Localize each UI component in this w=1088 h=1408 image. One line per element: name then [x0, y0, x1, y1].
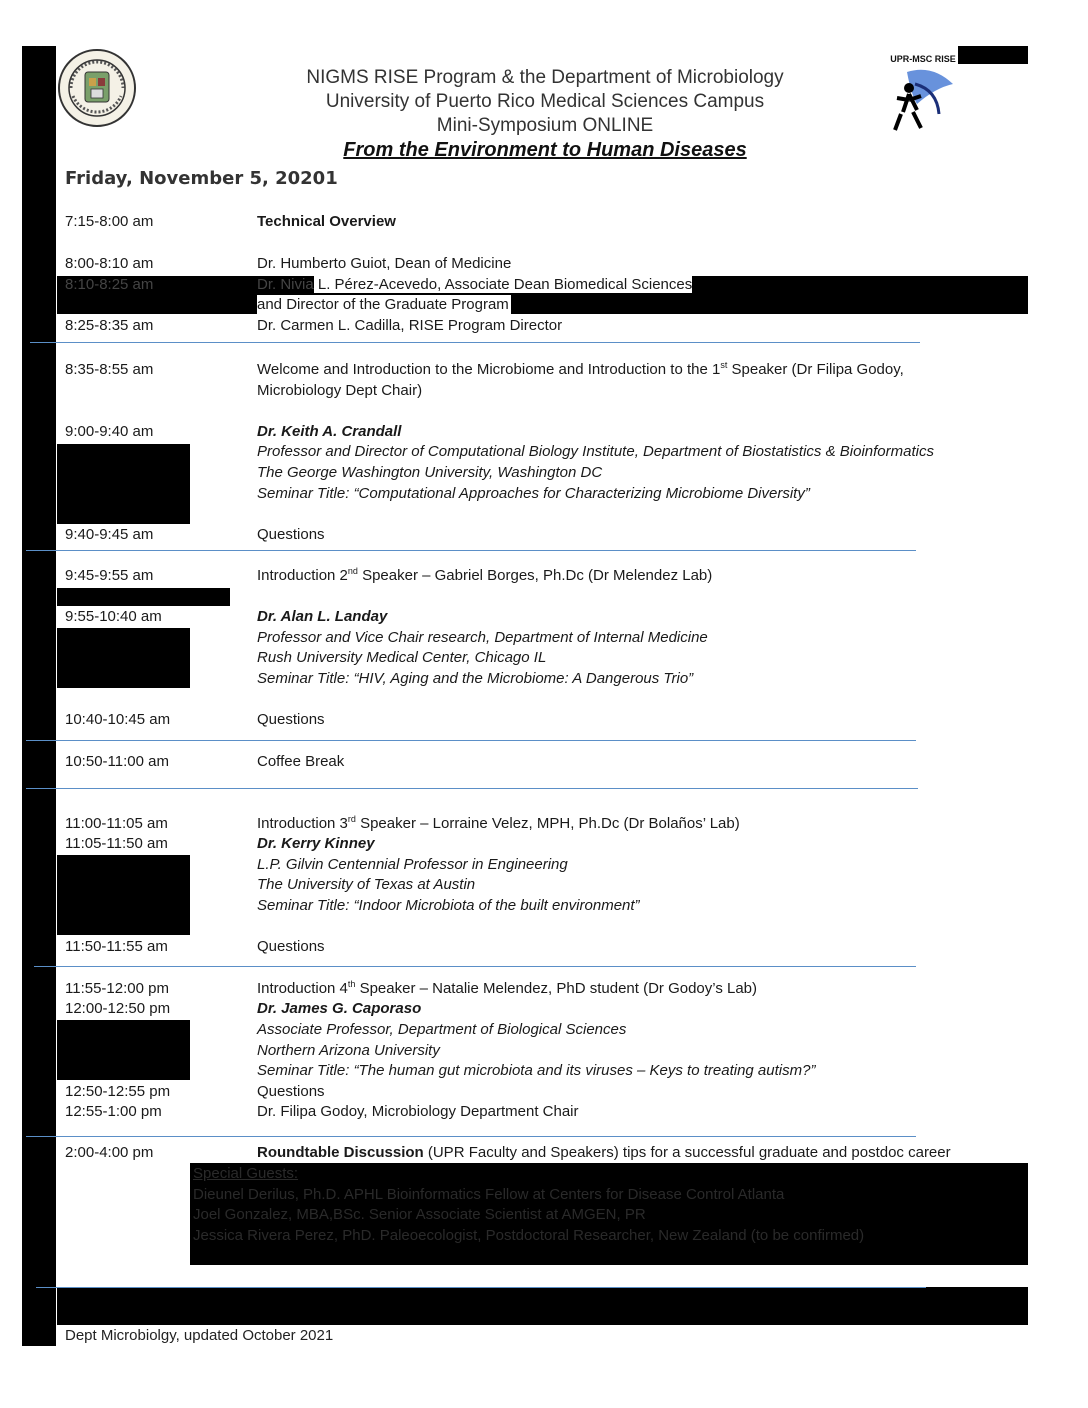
time-slot: 9:40-9:45 am	[65, 526, 154, 543]
agenda-item	[257, 979, 757, 1000]
agenda-item	[257, 814, 740, 835]
time-slot: 11:05-11:50 am	[65, 835, 168, 852]
time-slot: 11:50-11:55 am	[65, 938, 168, 955]
agenda-item	[257, 275, 692, 296]
speaker-name: Dr. Keith A. Crandall	[257, 423, 402, 440]
seminar-title: Seminar Title: “Indoor Microbiota of the built environment”	[257, 897, 640, 914]
speaker-role: Professor and Vice Chair research, Department of Internal Medicine	[257, 629, 708, 646]
time-slot: 8:10-8:25 am	[65, 276, 154, 293]
divider	[36, 1287, 926, 1288]
agenda-text: Speaker – Gabriel Borges, Ph.Dc (Dr Melendez Lab)	[357, 567, 713, 584]
speaker-affiliation: Northern Arizona University	[257, 1042, 440, 1059]
guest-item: Joel Gonzalez, MBA,BSc. Senior Associate Scientist at AMGEN, PR	[193, 1206, 646, 1223]
divider	[34, 966, 916, 967]
divider	[26, 1136, 916, 1137]
time-slot: 12:50-12:55 pm	[65, 1083, 171, 1100]
time-slot: 8:35-8:55 am	[65, 361, 154, 378]
agenda-item	[257, 566, 712, 587]
seminar-title: Seminar Title: “The human gut microbiota and its viruses – Keys to treating autism?”	[257, 1062, 816, 1079]
agenda-text: Speaker (Dr Filipa Godoy,	[727, 361, 904, 378]
agenda-item: Dr. Filipa Godoy, Microbiology Department Chair	[257, 1103, 579, 1120]
agenda-item: Dr. Carmen L. Cadilla, RISE Program Director	[257, 317, 563, 334]
agenda-text: Welcome and Introduction to the Microbiome and Introduction to the 1	[257, 361, 721, 378]
redaction-bar-4	[57, 628, 190, 688]
top-right-bar	[958, 46, 1028, 64]
agenda-item	[257, 360, 904, 381]
time-slot: 9:55-10:40 am	[65, 608, 162, 625]
redaction-bar-6	[57, 1020, 190, 1080]
header-line-3: Mini-Symposium ONLINE	[436, 115, 654, 136]
agenda-text: Introduction 4	[257, 980, 348, 997]
speaker-role: L.P. Gilvin Centennial Professor in Engineering	[257, 856, 568, 873]
logo-label: UPR-MSC RISE	[890, 54, 956, 64]
agenda-item-line2: and Director of the Graduate Program	[257, 295, 511, 316]
time-slot: 9:00-9:40 am	[65, 423, 154, 440]
agenda-text: Introduction 2	[257, 567, 348, 584]
time-slot: 11:00-11:05 am	[65, 815, 168, 832]
guest-item: Dieunel Derilus, Ph.D. APHL Bioinformatics Fellow at Centers for Disease Control Atlanta	[193, 1186, 785, 1203]
redaction-bar-bottom	[57, 1287, 1028, 1325]
agenda-item: Questions	[257, 711, 325, 728]
speaker-name: Dr. Kerry Kinney	[257, 835, 375, 852]
agenda-item: Coffee Break	[257, 753, 345, 770]
agenda-text: Speaker – Lorraine Velez, MPH, Ph.Dc (Dr Bolaños’ Lab)	[355, 815, 740, 832]
agenda-text: Introduction 3	[257, 815, 348, 832]
university-seal-icon	[57, 48, 137, 128]
speaker-rest: L. Pérez-Acevedo, Associate Dean Biomedical Sciences	[313, 276, 693, 293]
divider	[26, 550, 916, 551]
agenda-item: Questions	[257, 526, 325, 543]
redaction-bar-3	[57, 588, 230, 606]
roundtable-title: Roundtable Discussion	[257, 1144, 424, 1161]
speaker-affiliation: Rush University Medical Center, Chicago IL	[257, 649, 547, 666]
event-date: Friday, November 5, 20201	[65, 168, 338, 189]
guest-item: Jessica Rivera Perez, PhD. Paleoecologist, Postdoctoral Researcher, New Zealand (to be confirmed)	[193, 1227, 865, 1244]
divider	[26, 740, 916, 741]
agenda-item: Technical Overview	[257, 213, 396, 230]
speaker-role: Associate Professor, Department of Biological Sciences	[257, 1021, 627, 1038]
time-slot: 7:15-8:00 am	[65, 213, 154, 230]
divider	[30, 342, 920, 343]
speaker-affiliation: The University of Texas at Austin	[257, 876, 476, 893]
ordinal-suffix: nd	[347, 566, 358, 576]
seminar-title: Seminar Title: “HIV, Aging and the Microbiome: A Dangerous Trio”	[257, 670, 694, 687]
time-slot: 2:00-4:00 pm	[65, 1144, 154, 1161]
ordinal-suffix: st	[720, 360, 728, 370]
speaker-name: Dr. Alan L. Landay	[257, 608, 388, 625]
time-slot: 9:45-9:55 am	[65, 567, 154, 584]
speaker-affiliation: The George Washington University, Washington DC	[257, 464, 603, 481]
divider	[26, 788, 918, 789]
speaker-name: Dr. James G. Caporaso	[257, 1000, 422, 1017]
agenda-item: Questions	[257, 938, 325, 955]
footer-note: Dept Microbiolgy, updated October 2021	[65, 1327, 334, 1344]
header-line-2: University of Puerto Rico Medical Sciences Campus	[325, 91, 765, 112]
symposium-subtitle: From the Environment to Human Diseases	[343, 139, 747, 161]
seminar-title: Seminar Title: “Computational Approaches for Characterizing Microbiome Diversity”	[257, 485, 810, 502]
agenda-text: Speaker – Natalie Melendez, PhD student (Dr Godoy’s Lab)	[355, 980, 758, 997]
left-margin-bar	[22, 46, 56, 1346]
redaction-bar-5	[57, 855, 190, 935]
header-line-1: NIGMS RISE Program & the Department of Microbiology	[306, 67, 784, 88]
special-guests-heading: Special Guests:	[193, 1165, 299, 1182]
time-slot: 8:00-8:10 am	[65, 255, 154, 272]
time-slot: 12:55-1:00 pm	[65, 1103, 162, 1120]
time-slot: 11:55-12:00 pm	[65, 980, 169, 997]
ordinal-suffix: rd	[347, 814, 356, 824]
time-slot: 8:25-8:35 am	[65, 317, 154, 334]
agenda-item: Questions	[257, 1083, 325, 1100]
agenda-item: Dr. Humberto Guiot, Dean of Medicine	[257, 255, 512, 272]
speaker-role: Professor and Director of Computational Biology Institute, Department of Biostatistics & Bioinformatics	[257, 443, 934, 460]
speaker-first-name: Dr. Nivia	[257, 276, 314, 293]
time-slot: 12:00-12:50 pm	[65, 1000, 171, 1017]
redaction-bar-2	[57, 444, 190, 524]
agenda-item	[257, 1143, 951, 1164]
ordinal-suffix: th	[347, 979, 356, 989]
agenda-item-line2: Microbiology Dept Chair)	[257, 382, 423, 399]
roundtable-description: (UPR Faculty and Speakers) tips for a successful graduate and postdoc career	[423, 1144, 951, 1161]
time-slot: 10:40-10:45 am	[65, 711, 171, 728]
time-slot: 10:50-11:00 am	[65, 753, 169, 770]
